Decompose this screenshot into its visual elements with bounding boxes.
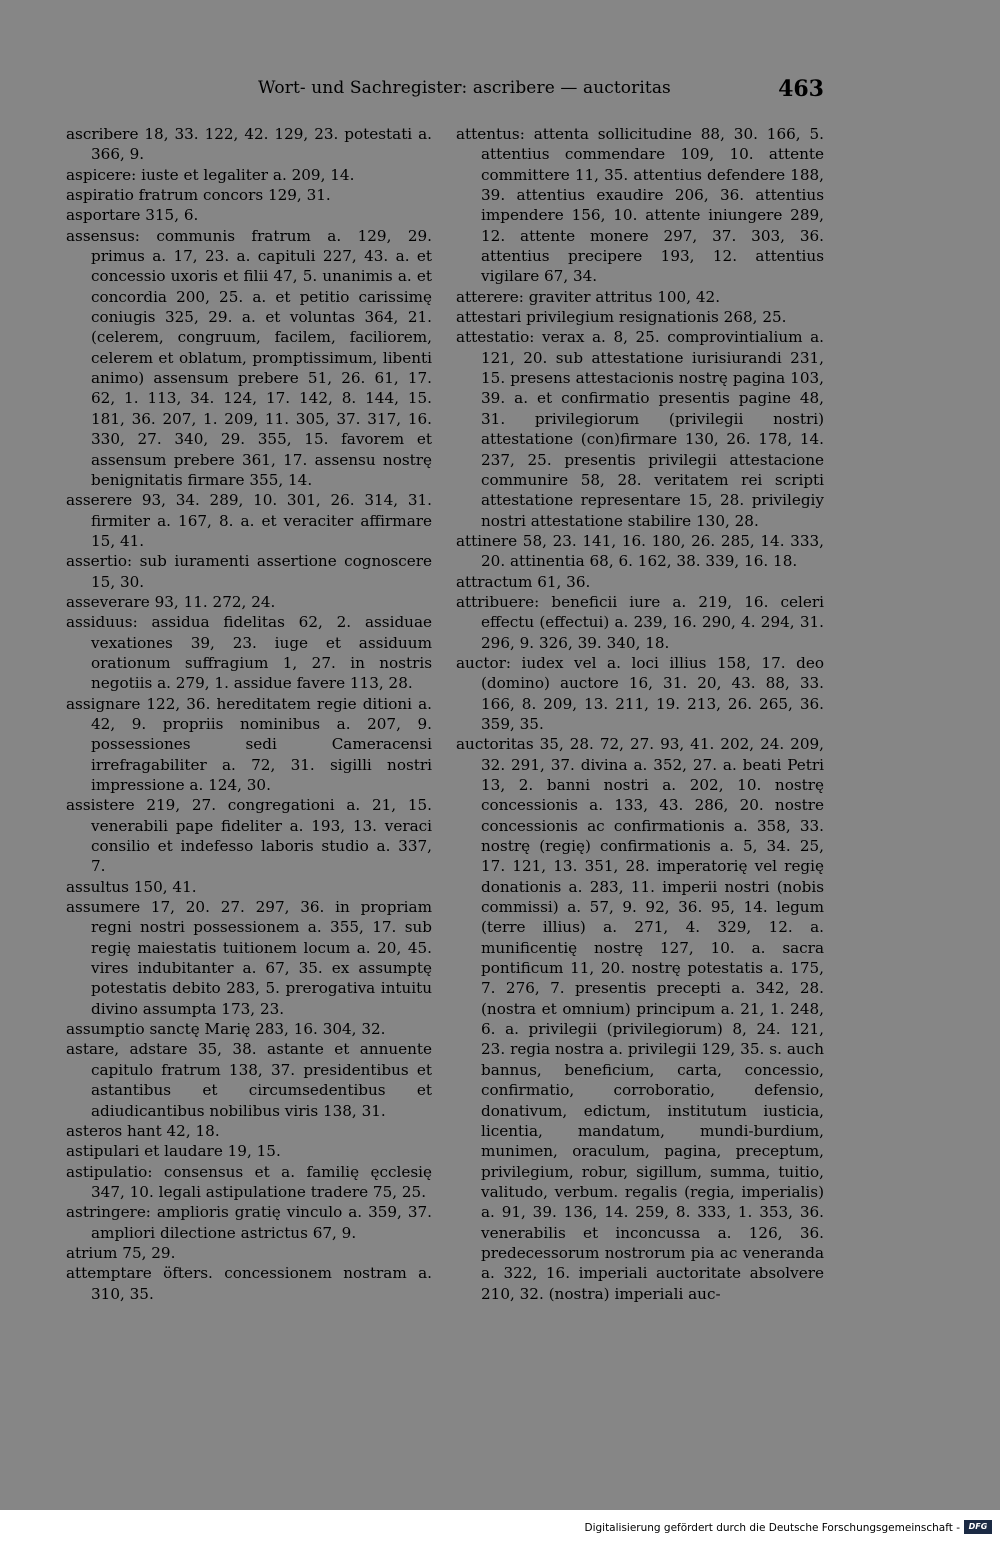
index-entry: astipulatio: consensus et a. familię ęcclesię 347, 10. legali astipulatione tradere 75, 25. — [66, 1162, 432, 1201]
index-entry: attemptare öfters. concessionem nostram a. 310, 35. — [66, 1264, 432, 1303]
page-header — [0, 76, 1000, 106]
index-entry: asteros hant 42, 18. — [66, 1121, 220, 1140]
footer-bar — [0, 1510, 1000, 1544]
index-entry: assultus 150, 41. — [66, 877, 197, 896]
index-entry: attentus: attenta sollicitudine 88, 30. 166, 5. attentius commendare 109, 10. attente committere 11, 35. attentius defendere 188, 39. attentius exaudire 206, 36. attentius impendere 156, 10. attente iniungere 289, 12. attente monere 297, 37. 303, 36. attentius precipere 193, 12. attentius vigilare 67, 34. — [456, 125, 824, 286]
index-entry: assistere 219, 27. congregationi a. 21, 15. venerabili pape fideliter a. 193, 13. veraci consilio et indefesso laboris studio a. 337, 7. — [66, 796, 432, 876]
index-entry: astipulari et laudare 19, 15. — [66, 1142, 281, 1161]
index-entry: attestari privilegium resignationis 268, 25. — [456, 308, 787, 327]
footer-credit: Digitalisierung gefördert durch die Deutsche Forschungsgemeinschaft - — [584, 1522, 960, 1534]
index-entry: assumere 17, 20. 27. 297, 36. in propriam regni nostri possessionem a. 355, 17. sub regię maiestatis tuitionem locum a. 20, 45. vires indubitanter a. 67, 35. ex assumptę potestatis debito 283, 5. prerogativa intuitu divino assumpta 173, 23. — [66, 898, 432, 1018]
index-entry: asportare 315, 6. — [66, 206, 199, 225]
right-column — [456, 124, 824, 1304]
index-entry: auctor: iudex vel a. loci illius 158, 17. deo (domino) auctore 16, 31. 20, 43. 88, 33. 166, 8. 209, 13. 211, 19. 213, 26. 265, 36. 359, 35. — [456, 653, 824, 733]
index-entry: aspicere: iuste et legaliter a. 209, 14. — [66, 165, 355, 184]
index-entry: atrium 75, 29. — [66, 1243, 176, 1262]
index-entry: auctoritas 35, 28. 72, 27. 93, 41. 202, 24. 209, 32. 291, 37. divina a. 352, 27. a. beati Petri 13, 2. banni nostri a. 202, 10. nostrę concessionis a. 133, 43. 286, 20. nostre concessionis ac confirmationis a. 358, 33. nostrę (regię) confirmationis a. 5, 34. 25, 17. 121, 13. 351, 28. imperatorię vel regię donationis a. 283, 11. imperii nostri (nobis commissi) a. 57, 9. 92, 36. 95, 14. legum (terre illius) a. 271, 4. 329, 12. a. munificentię nostrę 127, 10. a. sacra pontificum 11, 20. nostrę potestatis a. 175, 7. 276, 7. presentis precepti a. 342, 28. (nostra et omnium) principum a. 21, 1. 248, 6. a. privilegii (privilegiorum) 8, 24. 121, 23. regia nostra a. privilegii 129, 35. s. auch bannus, beneficium, carta, concessio, confirmatio, corroboratio, defensio, donativum, edictum, institutum iusticia, licentia, mandatum, mundi-burdium, munimen, oraculum, pagina, preceptum, privilegium, robur, sigillum, summa, tuitio, valitudo, verbum. regalis (regia, imperialis) a. 91, 39. 136, 14. 259, 8. 333, 1. 353, 36. venerabilis et inconcussa a. 126, 36. predecessorum nostrorum pia ac veneranda a. 322, 16. imperiali auctoritate absolvere 210, 32. (nostra) imperiali auc- — [456, 735, 824, 1303]
index-entry: assiduus: assidua fidelitas 62, 2. assiduae vexationes 39, 23. iuge et assiduum orationum suffragium 1, 27. in nostris negotiis a. 279, 1. assidue favere 113, 28. — [66, 613, 432, 693]
index-entry: asserere 93, 34. 289, 10. 301, 26. 314, 31. firmiter a. 167, 8. a. et veraciter affirmare 15, 41. — [66, 491, 432, 550]
index-entry: astare, adstare 35, 38. astante et annuente capitulo fratrum 138, 37. presidentibus et astantibus et circumsedentibus et adiudicantibus nobilibus viris 138, 31. — [66, 1040, 432, 1120]
index-entry: aspiratio fratrum concors 129, 31. — [66, 186, 331, 205]
index-entry: attinere 58, 23. 141, 16. 180, 26. 285, 14. 333, 20. attinentia 68, 6. 162, 38. 339, 16. 18. — [456, 531, 824, 571]
index-entry: assignare 122, 36. hereditatem regie ditioni a. 42, 9. propriis nominibus a. 207, 9. possessiones sedi Cameracensi irrefragabiliter a. 72, 31. sigilli nostri impressione a. 124, 30. — [66, 694, 432, 794]
index-entry: atterere: graviter attritus 100, 42. — [456, 287, 721, 306]
left-column — [66, 124, 432, 1304]
dfg-logo-icon: DFG — [964, 1520, 992, 1534]
page-number: 463 — [778, 76, 824, 102]
index-entry: assensus: communis fratrum a. 129, 29. primus a. 17, 23. a. capituli 227, 43. a. et concessio uxoris et filii 47, 5. unanimis a. et concordia 200, 25. a. et petitio carissimę coniugis 325, 29. a. et voluntas 364, 21. (celerem, congruum, facilem, faciliorem, celerem et oblatum, promptissimum, libenti animo) assensum prebere 51, 26. 61, 17. 62, 1. 113, 34. 124, 17. 142, 8. 144, 15. 181, 36. 207, 1. 209, 11. 305, 37. 317, 16. 330, 27. 340, 29. 355, 15. favorem et assensum prebere 361, 17. assensu nostrę benignitatis firmare 355, 14. — [66, 226, 432, 489]
index-entry: ascribere 18, 33. 122, 42. 129, 23. potestati a. 366, 9. — [66, 125, 432, 164]
index-entry: attestatio: verax a. 8, 25. comprovintialium a. 121, 20. sub attestatione iurisiurandi 231, 15. presens attestacionis nostrę pagina 103, 39. a. et confirmatio presentis pagine 48, 31. privilegiorum (privilegii nostri) attestatione (con)firmare 130, 26. 178, 14. 237, 25. presentis privilegii attestacione communire 58, 28. veritatem rei scripti attestatione representare 15, 28. privilegiy nostri attestatione stabilire 130, 28. — [456, 328, 824, 530]
index-entry: assertio: sub iuramenti assertione cognoscere 15, 30. — [66, 552, 432, 591]
index-entry: attribuere: beneficii iure a. 219, 16. celeri effectu (effectui) a. 239, 16. 290, 4. 294, 31. 296, 9. 326, 39. 340, 18. — [456, 592, 824, 652]
running-head: Wort- und Sachregister: ascribere — auctoritas — [258, 78, 671, 98]
index-entry: asseverare 93, 11. 272, 24. — [66, 592, 276, 611]
index-entry: astringere: amplioris gratię vinculo a. 359, 37. ampliori dilectione astrictus 67, 9. — [66, 1203, 432, 1242]
index-entry: assumptio sanctę Marię 283, 16. 304, 32. — [66, 1020, 386, 1039]
index-entry: attractum 61, 36. — [456, 572, 591, 591]
